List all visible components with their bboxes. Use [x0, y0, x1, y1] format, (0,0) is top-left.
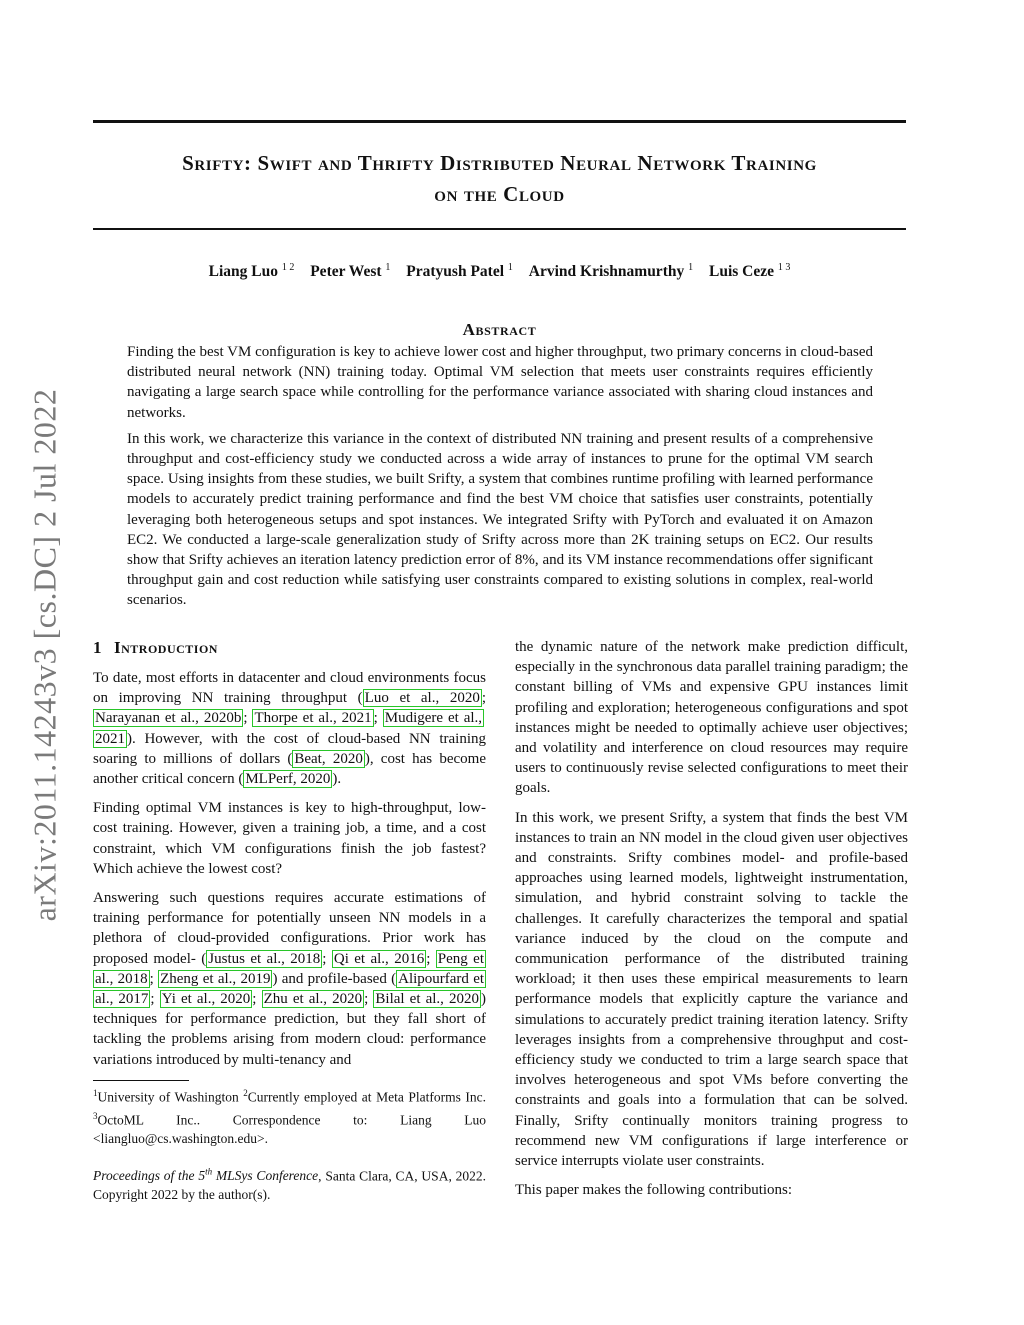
author: Pratyush Patel $^1$ — [406, 262, 513, 281]
abstract — [127, 342, 873, 617]
title-line-1: Srifty: Swift and Thrifty Distributed Neural Network Training — [182, 151, 817, 175]
citation-link[interactable]: MLPerf, 2020 — [245, 771, 331, 788]
citation-link[interactable]: Luo et al., 2020 — [364, 690, 480, 707]
intro-paragraph-1: To date, most efforts in datacenter and cloud environments focus on improving NN training throughput ( Luo et al., 2020 ; Narayanan et al., 2020b ; Thorpe et al., 2021 ; Mudigere et al., 2021 ). However, with the cost of cloud-based NN training soaring to millions of dollars ( Beat, 2020 ), cost has become another critical concern ( MLPerf, 2020 ). — [93, 670, 486, 788]
citation-link[interactable]: Beat, 2020 — [294, 750, 363, 767]
abstract-paragraph: Finding the best VM configuration is key to achieve lower cost and higher throughput, two primary concerns in cloud-based distributed neural network (NN) training today. Optimal VM selection that meets user constraints requires efficiently navigating a large search space while controlling for the performance variance associated with sharing cloud instances and networks. — [127, 344, 873, 421]
abstract-heading: Abstract — [462, 320, 537, 339]
intro-paragraph-4: the dynamic nature of the network make prediction difficult, especially in the synchronous data parallel training paradigm; the constant billing of VMs and expensive GPU instances limit profiling and exploration; heterogeneous configurations and spot instances might be needed to optimally achieve user objectives; and volatility and interference on cloud resources may require users to continuously revise selected configurations to meet their goals. — [515, 639, 908, 797]
citation-link[interactable]: Justus et al., 2018 — [208, 950, 321, 967]
title-bottom-rule — [93, 228, 906, 230]
citation-link[interactable]: Zheng et al., 2019 — [160, 970, 271, 987]
title-line-2: on the Cloud — [434, 182, 565, 206]
left-column — [93, 636, 486, 1079]
intro-paragraph-2: Finding optimal VM instances is key to high-throughput, low-cost training. However, given a training job, a time, and a cost constraint, which VM configurations finish the job fastest? Which achieve the lowest cost? — [93, 800, 486, 877]
citation-link[interactable]: Mudigere et al., 2021 — [95, 710, 483, 747]
author-list — [93, 262, 906, 281]
citation-link[interactable]: Zhu et al., 2020 — [263, 991, 363, 1008]
intro-paragraph-6: This paper makes the following contributions: — [515, 1182, 793, 1199]
intro-paragraph-5: In this work, we present Srifty, a system that finds the best VM instances to train an NN model in the cloud given user objectives and constraints. Srifty combines model- and profile-based approaches using learned models, lightweight instrumentation, simulation, and hybrid constraint solving to tackle the challenges. It carefully characterizes the temporal and spatial variance induced by the cloud on the compute and communication performance of the distributed training workload; it then uses these empirical measurements to learn performance models that explicitly capture the variance and simulations to accurately predict training iteration latency. Srifty leverages insights from a comprehensive throughput and cost-efficiency study we conducted to trim a large search space that involves heterogeneous and spot VMs before converting the constraints and goals into a formulation that can be solved. Finally, Srifty continually monitors training progress to recommend new VM configurations if large interference or service interrupts violate user constraints. — [515, 809, 908, 1170]
citation-link[interactable]: Narayanan et al., 2020b — [95, 710, 242, 727]
author: Peter West $^1$ — [310, 262, 391, 281]
abstract-paragraph: In this work, we characterize this variance in the context of distributed NN training and present results of a comprehensive throughput and cost-efficiency study we conducted across a wide array of instances to prune for the optimal VM search space. Using insights from these studies, we built Srifty, a system that combines runtime profiling with learned performance models to accurately predict training performance and find the best VM choice that satisfies user constraints, potentially leveraging both heterogeneous setups and spot instances. We integrated Srifty with PyTorch and evaluated it on Amazon EC2. We conducted a large-scale generalization study of Srifty across more than 2K training setups on EC2. Our results show that Srifty achieves an iteration latency prediction error of 8%, and its VM instance recommendations offer significant throughput gain and cost reduction while satisfying user constraints compared to existing solutions in complex, real-world scenarios. — [127, 430, 873, 609]
citation-link[interactable]: Alipourfard et al., 2017 — [95, 970, 485, 1008]
citation-link[interactable]: Yi et al., 2020 — [161, 991, 251, 1008]
top-rule — [93, 120, 906, 123]
citation-link[interactable]: Qi et al., 2016 — [333, 950, 425, 967]
citation-link[interactable]: Peng et al., 2018 — [95, 950, 485, 987]
right-column — [515, 637, 908, 1209]
citation-link[interactable]: Bilal et al., 2020 — [375, 991, 480, 1008]
intro-paragraph-3: Answering such questions requires accurate estimations of training performance for potentially unseen NN models in a plethora of cloud-provided configurations. Prior work has proposed model- ( Justus et al., 2018 ; Qi et al., 2016 ; Peng et al., 2018 ; Zheng et al., 2019 ) and profile-based ( Alipourfard et al., 2017 ; Yi et al., 2020 ; Zhu et al., 2020 ; Bilal et al., 2020 ) techniques for performance prediction, but they fall short of tackling the problems arising from modern cloud: performance variations introduced by multi-tenancy and — [93, 890, 487, 1068]
author: Luis Ceze $^{1 3}$ — [708, 262, 791, 281]
section-heading: 1 Introduction — [93, 638, 218, 657]
affiliation-footnote: $^1$University of Washington $^2$Currently employed at Meta Platforms Inc. $^3$OctoML Inc.. Correspondence to: Liang Luo <liangluo@cs.washington.edu>. — [93, 1088, 486, 1146]
footnotes — [93, 1084, 486, 1218]
footnote-rule — [93, 1080, 189, 1081]
author: Liang Luo $^{1 2}$ — [208, 262, 295, 281]
citation-link[interactable]: Thorpe et al., 2021 — [254, 710, 372, 727]
arxiv-sidebar-stamp: arXiv:2011.14243v3 [cs.DC] 2 Jul 2022 — [26, 388, 63, 922]
paper-title — [93, 148, 906, 210]
proceedings-footnote: Proceedings of the 5th MLSys Conference, Santa Clara, CA, USA, 2022. Copyright 2022 by the author(s). — [93, 1166, 486, 1202]
author: Arvind Krishnamurthy $^1$ — [528, 262, 694, 281]
